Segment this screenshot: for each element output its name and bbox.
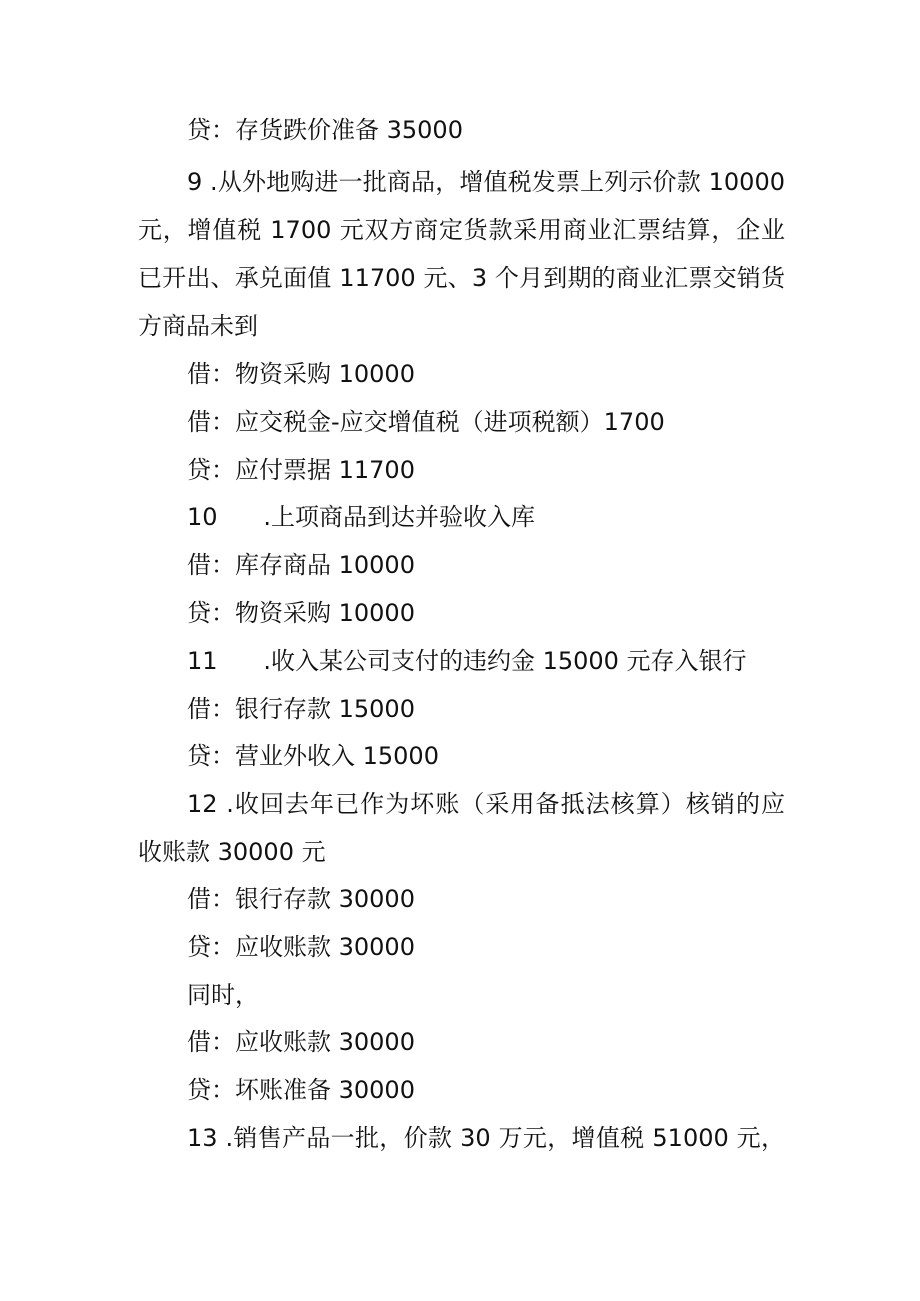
entry-credit-materials-purchase: 贷：物资采购 10000 xyxy=(187,599,415,627)
entry-debit-bank-deposit-15000: 借：银行存款 15000 xyxy=(187,695,415,723)
entry-credit-accounts-receivable: 贷：应收账款 30000 xyxy=(187,933,415,961)
entry-debit-bank-deposit-30000: 借：银行存款 30000 xyxy=(187,885,415,913)
entry-credit-notes-payable: 贷：应付票据 11700 xyxy=(187,456,415,484)
entry-credit-non-operating-income: 贷：营业外收入 15000 xyxy=(187,742,439,770)
item-9-description-line-1: 9 .从外地购进一批商品，增值税发票上列示价款 10000 xyxy=(187,168,785,196)
entry-debit-vat-input: 借：应交税金-应交增值税（进项税额）1700 xyxy=(187,408,665,436)
simultaneously-label: 同时， xyxy=(187,981,259,1009)
item-9-description-line-2: 元，增值税 1700 元双方商定货款采用商业汇票结算，企业 xyxy=(138,216,785,244)
item-12-description-line-1: 12 .收回去年已作为坏账（采用备抵法核算）核销的应 xyxy=(187,790,785,818)
entry-debit-inventory: 借：库存商品 10000 xyxy=(187,551,415,579)
item-11-description: 11 .收入某公司支付的违约金 15000 元存入银行 xyxy=(187,647,747,675)
entry-credit-bad-debt-reserve: 贷：坏账准备 30000 xyxy=(187,1076,415,1104)
entry-debit-accounts-receivable: 借：应收账款 30000 xyxy=(187,1028,415,1056)
entry-credit-inventory-reserve: 贷：存货跌价准备 35000 xyxy=(187,116,463,144)
item-13-description-line-1: 13 .销售产品一批，价款 30 万元，增值税 51000 元， xyxy=(187,1124,785,1152)
item-9-description-line-4: 方商品未到 xyxy=(138,312,258,340)
item-12-description-line-2: 收账款 30000 元 xyxy=(138,838,326,866)
entry-debit-materials-purchase: 借：物资采购 10000 xyxy=(187,360,415,388)
item-10-description: 10 .上项商品到达并验收入库 xyxy=(187,503,535,531)
item-9-description-line-3: 已开出、承兑面值 11700 元、3 个月到期的商业汇票交销货 xyxy=(138,264,785,292)
